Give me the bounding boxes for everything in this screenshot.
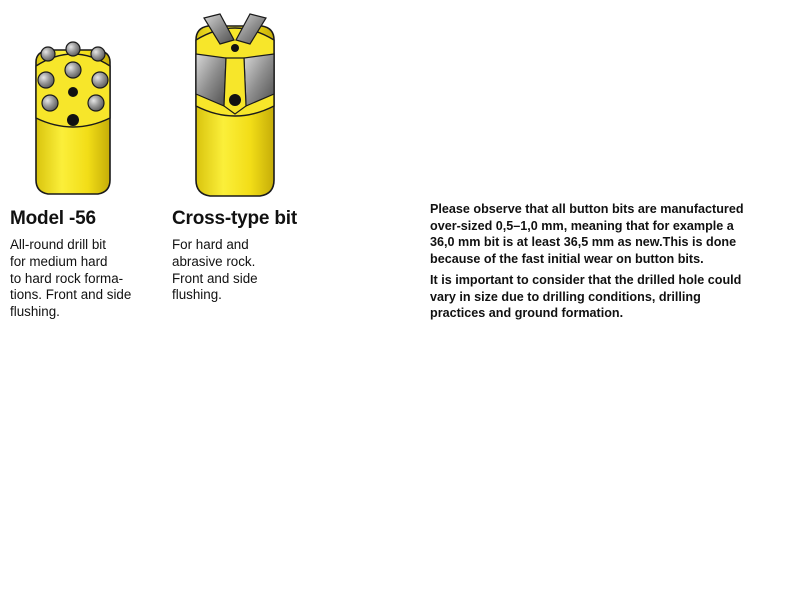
note-line: practices and ground formation.	[430, 306, 624, 320]
cross-bit-illustration	[190, 10, 280, 200]
note-line: vary in size due to drilling conditions, drilling	[430, 289, 701, 304]
description-line: abrasive rock.	[172, 253, 256, 269]
button-bit-icon	[28, 40, 118, 198]
description-line: For hard and	[172, 237, 249, 252]
description-line: for medium hard	[10, 253, 108, 269]
description-line: All-round drill bit	[10, 237, 107, 252]
description-line: Front and side	[172, 270, 258, 286]
product-description	[172, 237, 322, 304]
note-line: over-sized 0,5–1,0 mm, meaning that for example a	[430, 218, 734, 233]
description-line: to hard rock forma-	[10, 270, 124, 286]
product-cross-type-bit	[172, 208, 322, 304]
note-line: because of the fast initial wear on button bits.	[430, 251, 704, 266]
note-paragraph	[430, 201, 790, 267]
product-title: Cross-type bit	[172, 208, 297, 229]
note-line: 36,0 mm bit is at least 36,5 mm as new.This is done	[430, 235, 737, 249]
product-title: Model -56	[10, 208, 96, 229]
description-line: flushing.	[172, 287, 222, 303]
note-paragraph	[430, 272, 790, 322]
product-description	[10, 237, 160, 321]
button-bit-illustration	[28, 40, 118, 198]
cross-bit-icon	[190, 10, 280, 200]
notes-section	[430, 201, 790, 327]
product-model-56	[10, 208, 160, 321]
note-line: Please observe that all button bits are manufactured	[430, 202, 744, 216]
description-line: tions. Front and side	[10, 287, 132, 303]
description-line: flushing.	[10, 304, 60, 320]
note-line: It is important to consider that the drilled hole could	[430, 273, 742, 287]
